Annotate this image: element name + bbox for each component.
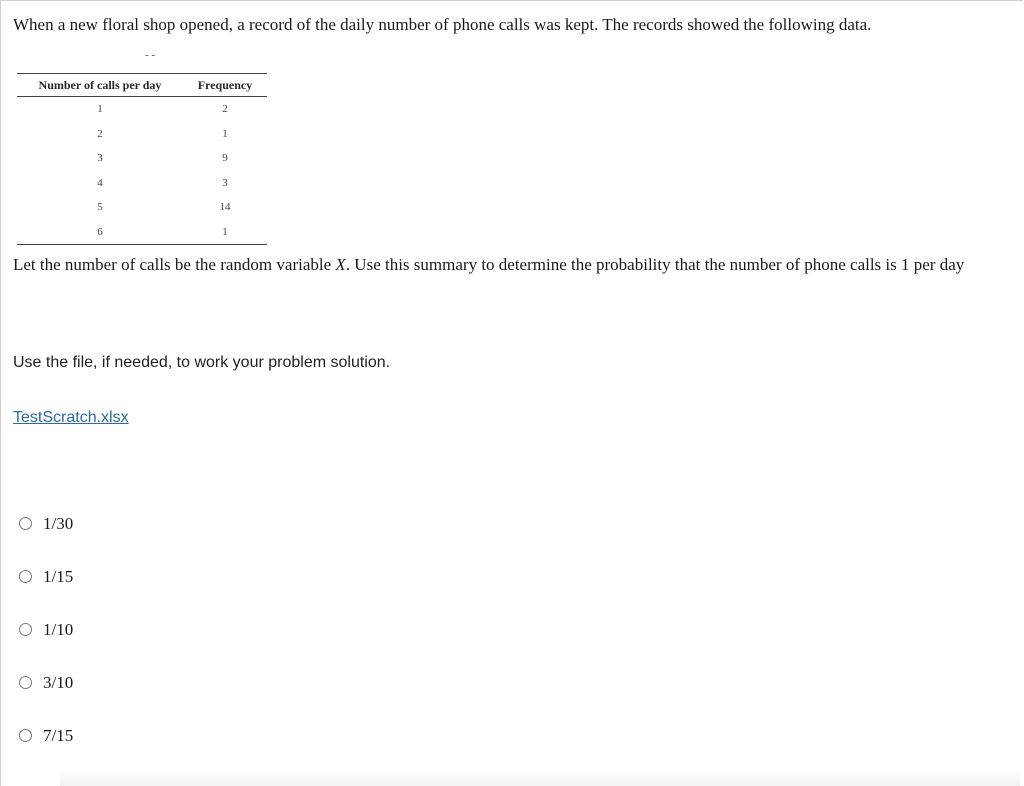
table-row bbox=[17, 146, 267, 171]
random-variable: X bbox=[335, 255, 346, 274]
frequency-cell: 14 bbox=[219, 201, 231, 214]
answer-option[interactable] bbox=[19, 566, 73, 619]
frequency-cell: 2 bbox=[222, 103, 228, 116]
calls-cell: 6 bbox=[17, 220, 183, 245]
question-text-after: . Use this summary to determine the probability that the number of phone calls is 1 per day bbox=[345, 255, 965, 274]
frequency-cell: 3 bbox=[222, 176, 228, 189]
table-row bbox=[17, 97, 267, 122]
question-text-before: Let the number of calls be the random variable bbox=[13, 255, 336, 274]
answer-option-label: 7/15 bbox=[43, 726, 74, 745]
question-text bbox=[13, 251, 973, 279]
bottom-shadow bbox=[60, 768, 1020, 786]
frequency-table bbox=[17, 73, 267, 245]
answer-options bbox=[19, 513, 73, 778]
header-calls-per-day: Number of calls per day bbox=[17, 74, 183, 97]
header-frequency: Frequency bbox=[183, 74, 267, 97]
radio-button[interactable] bbox=[19, 729, 32, 742]
radio-button[interactable] bbox=[19, 517, 32, 530]
dash-mark: - - bbox=[145, 49, 156, 61]
calls-cell: 3 bbox=[97, 152, 103, 165]
calls-cell: 4 bbox=[97, 176, 103, 189]
table-row bbox=[17, 122, 267, 147]
file-note: Use the file, if needed, to work your problem solution. bbox=[13, 354, 391, 371]
calls-cell: 1 bbox=[97, 103, 103, 116]
answer-option[interactable] bbox=[19, 672, 73, 725]
answer-option-label: 3/10 bbox=[43, 673, 74, 692]
answer-option[interactable] bbox=[19, 513, 73, 566]
answer-option-label: 1/10 bbox=[43, 620, 74, 639]
calls-cell: 5 bbox=[97, 201, 103, 214]
table-header-row bbox=[17, 74, 267, 97]
table-row bbox=[17, 220, 267, 245]
answer-option[interactable] bbox=[19, 619, 73, 672]
frequency-cell: 9 bbox=[222, 152, 228, 165]
frequency-cell: 1 bbox=[222, 127, 228, 140]
file-link[interactable]: TestScratch.xlsx bbox=[13, 409, 129, 426]
intro-text: When a new floral shop opened, a record of the daily number of phone calls was kept. The records showed the following data. bbox=[13, 15, 872, 34]
answer-option-label: 1/15 bbox=[43, 567, 74, 586]
calls-cell: 2 bbox=[97, 127, 103, 140]
answer-option-label: 1/30 bbox=[43, 514, 74, 533]
radio-button[interactable] bbox=[19, 623, 32, 636]
table-row bbox=[17, 171, 267, 196]
radio-button[interactable] bbox=[19, 570, 32, 583]
radio-button[interactable] bbox=[19, 676, 32, 689]
frequency-cell: 1 bbox=[183, 220, 267, 245]
table-row bbox=[17, 195, 267, 220]
